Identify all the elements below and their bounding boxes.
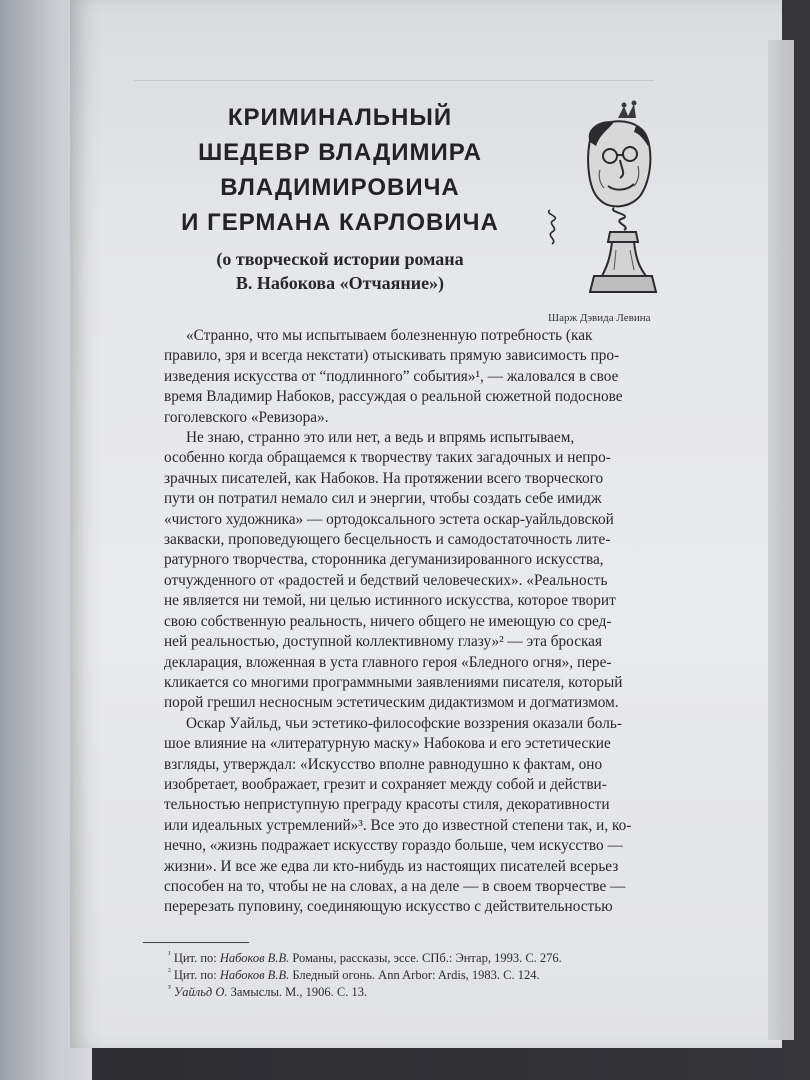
footnote-prefix: Цит. по: (173, 968, 220, 982)
body-line: взгляды, утверждал: «Искусство вполне равнодушно к фактам, оно (164, 755, 603, 773)
body-line: зрачных писателей, как Набоков. На протяжении всего творческого (164, 469, 604, 487)
footnote-author: Набоков В.В. (219, 968, 290, 982)
footnotes (168, 950, 668, 1001)
body-line: порой грешил несносным эстетическим дидактизмом и догматизмом. (164, 694, 619, 712)
footnote-mark: ² (168, 965, 171, 976)
footnote-3 (168, 984, 668, 1001)
body-line: «чистого художника» — ортодоксального эстета оскар-уайльдовской (164, 510, 614, 528)
caricature-illustration (540, 100, 670, 300)
body-line: тельностью неприступную преграду красоты стиля, декоративности (164, 796, 610, 814)
body-line: изобретает, воображает, грезит и сохраняет между собой и действи- (164, 775, 607, 793)
title-line: И ГЕРМАНА КАРЛОВИЧА (181, 209, 499, 236)
body-line: пути он потратил немало сил и энергии, чтобы создать себе имидж (164, 490, 602, 508)
body-line: Не знаю, странно это или нет, а ведь и впрямь испытываем, (186, 429, 575, 447)
body-line: правило, зря и всегда некстати) отыскивать прямую зависимость про- (164, 347, 620, 365)
footnote-2 (168, 967, 668, 984)
body-line: нечно, «жизнь подражает искусству гораздо больше, чем искусство — (164, 837, 623, 855)
body-line: способен на то, чтобы не на словах, а на деле — в своем творчестве — (164, 877, 626, 895)
footnote-prefix: Цит. по: (173, 951, 220, 965)
title-line: КРИМИНАЛЬНЫЙ (227, 104, 453, 131)
body-line: гоголевского «Ревизора». (164, 408, 329, 426)
footnote-mark: ³ (168, 982, 171, 993)
body-line: свою собственную реальность, ничего общего не имеющую со сред- (164, 612, 612, 630)
body-line: или идеальных устремлений»³. Все это до известной степени так, и, ко- (164, 816, 632, 834)
body-line: особенно когда обращаемся к творчеству таких загадочных и непро- (164, 449, 611, 467)
body-line: жизни». И все же едва ли кто-нибудь из настоящих писателей всерьез (164, 857, 619, 875)
body-line: ней реальностью, доступной коллективному глазу»² — эта броская (164, 633, 603, 651)
book-page-stack-edge (768, 40, 794, 1040)
body-line: «Странно, что мы испытываем болезненную потребность (как (186, 327, 593, 344)
subtitle-line: (о творческой истории романа (216, 249, 464, 269)
footnote-author: Набоков В.В. (219, 951, 290, 965)
article-title (160, 100, 520, 240)
body-line: закваски, проповедующего бесцельность и самодостаточность лите- (164, 531, 611, 549)
footnote-1 (168, 950, 668, 967)
body-line: Оскар Уайльд, чьи эстетико-философские воззрения оказали боль- (186, 714, 622, 732)
footnote-source: Замыслы. М., 1906. С. 13. (227, 985, 368, 999)
body-line: ратурного творчества, сторонника дегуманизированного искусства, (164, 551, 604, 569)
body-line: перерезать пуповину, соединяющую искусство с действительностью (164, 898, 613, 916)
title-line: ВЛАДИМИРОВИЧА (220, 174, 460, 201)
body-line: кликается со многими программными заявлениями писателя, который (164, 673, 623, 691)
body-line: время Владимир Набоков, рассуждая о реальной сюжетной подоснове (164, 388, 623, 406)
footnote-mark: ¹ (168, 948, 171, 959)
body-line: отчужденного от «радостей и бедствий человеческих». «Реальность (164, 571, 608, 589)
footnote-source: Бледный огонь. Ann Arbor: Ardis, 1983. С. 124. (289, 968, 540, 982)
article-body (164, 326, 668, 918)
footnote-author: Уайльд О. (173, 985, 228, 999)
running-header-ghost (134, 80, 654, 81)
body-line: декларация, вложенная в уста главного героя «Бледного огня», пере- (164, 653, 612, 671)
body-line: изведения искусства от “подлинного” события»¹, — жаловался в свое (164, 367, 619, 385)
body-line: шое влияние на «литературную маску» Набокова и его эстетические (164, 735, 611, 753)
subtitle-line: В. Набокова «Отчаяние») (235, 273, 445, 293)
body-line: не является ни темой, ни целью истинного искусства, которое творит (164, 592, 616, 610)
footnote-source: Романы, рассказы, эссе. СПб.: Энтар, 1993. С. 276. (289, 951, 562, 965)
title-line: ШЕДЕВР ВЛАДИМИРА (198, 139, 482, 166)
illustration-caption: Шарж Дэвида Левина (548, 312, 651, 324)
footnote-separator (143, 942, 249, 943)
article-subtitle (170, 247, 510, 295)
